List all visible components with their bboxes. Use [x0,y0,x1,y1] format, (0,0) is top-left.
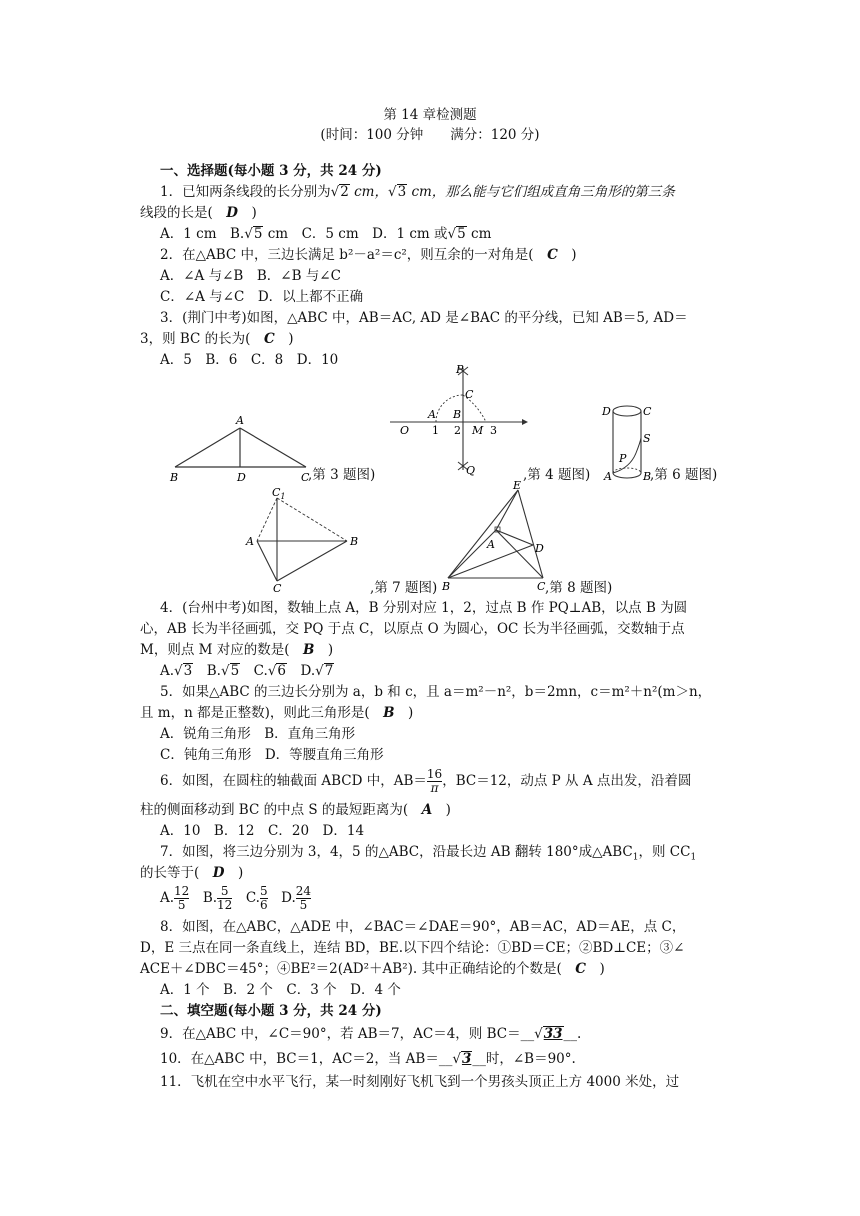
q7-frac-a-num: 12 [174,884,190,898]
q6-paren: ) [432,802,451,818]
q5-paren: ) [394,705,414,721]
figure-7 [240,484,370,594]
q7-frac-a-den: 5 [177,898,186,912]
fig6-label-a: A [604,470,612,483]
fig3-label-c: C [301,471,310,484]
fig7-label-c1-main: C [272,486,281,499]
figure-6-caption: ,第 6 题图) [650,467,718,483]
q7-frac-a [174,885,189,912]
figure-8-caption: ,第 8 题图) [545,580,613,596]
fig7-label-c1 [272,486,286,501]
q1-text-a: 1．已知两条线段的长分别为 [160,184,331,200]
fig4-tick-2: 2 [454,424,461,437]
fig8-label-a: A [487,538,495,551]
q1-paren: ) [238,205,257,221]
fig6-label-b: B [643,470,652,483]
fig7-label-b: B [350,535,359,548]
q7-frac-b [217,885,232,912]
q7-frac-d [296,885,311,912]
fig3-label-d: D [237,471,246,484]
q6-text-a: 6．如图，在圆柱的轴截面 ABCD 中，AB＝ [160,773,427,789]
q1-root-4: 5 [457,226,466,242]
q7-text-a: 7．如图，将三边分别为 3，4，5 的△ABC，沿最长边 AB 翻转 180°成△ABC [160,844,633,860]
q4-opt-c: C. [240,663,268,679]
q4-options: A.√3 B.√5 C.√6 D.√7 [160,663,334,679]
figure-7-caption: ,第 7 题图) [370,580,438,596]
q1-root-1: 2 [340,184,349,200]
q7-answer: D [212,865,225,881]
q5-line2 [140,704,413,722]
fig6-label-c: C [643,405,652,418]
fig4-label-m: M [472,424,484,437]
fig8-label-e: E [513,479,522,492]
q8-options: A．1 个 B．2 个 C．3 个 D．4 个 [160,982,401,998]
q4-line3 [140,641,333,659]
fig8-label-b: B [442,580,451,593]
fig6-label-p: P [619,452,627,465]
fig3-label-a: A [236,414,244,427]
fig7-label-a: A [246,535,254,548]
q7-stem-end: 的长等于( [140,865,213,881]
q4-paren: ) [314,642,334,658]
q6-fraction [427,768,442,795]
q7-opt-d: D. [267,890,296,906]
q5-options-2: C．钝角三角形 D．等腰直角三角形 [160,747,384,763]
q9-text-a: 9．在△ABC 中，∠C＝90°，若 AB＝7，AC＝4，则 BC＝__ [160,1026,535,1042]
figure-4-caption: ,第 4 题图) [523,467,591,483]
fig3-label-b: B [170,471,179,484]
q1-options: A．1 cm B.√5 cm C．5 cm D．1 cm 或√5 cm [160,226,492,242]
q3-line2 [140,330,293,348]
q1-stem-end: 线段的长是( [140,205,227,221]
fig7-label-c: C [273,582,282,595]
q7-opt-b: B. [189,890,218,906]
figure-8 [440,479,550,594]
q3-answer: C [263,331,275,347]
q7-frac-c-num: 5 [259,884,268,898]
q6-stem-end: 柱的侧面移动到 BC 的中点 S 的最短距离为( [140,802,422,818]
q7-text-b: ，则 CC [638,844,691,860]
q4-root-c: 6 [277,663,287,679]
fig8-label-d: D [535,542,544,555]
fig6-label-s: S [643,432,651,445]
q2-answer: C [547,247,558,263]
q4-opt-d: D. [287,663,316,679]
q8-line1: 8．如图，在△ABC，△ADE 中，∠BAC＝∠DAE＝90°，AB＝AC，AD＝AE，点 C， [160,919,686,935]
fig4-label-p: P [456,363,464,376]
exam-meta: (时间：100 分钟 满分：120 分) [320,127,540,143]
q6-line2 [140,801,451,819]
q4-opt-b: B. [193,663,221,679]
q1-opts-a: A．1 cm B. [160,226,245,242]
q3-paren: ) [274,331,294,347]
fig4-label-b: B [453,408,462,421]
figure-3-caption: ,第 3 题图) [308,467,376,483]
q7-frac-c [260,885,268,912]
q3-stem-end: 3，则 BC 的长为( [140,331,264,347]
q7-sub-2: 1 [690,852,697,863]
fig4-tick-3: 3 [490,424,497,437]
q1-text-c: cm，那么能与它们组成直角三角形的第三条 [407,184,675,200]
q8-answer: C [575,961,586,977]
q7-opt-a: A. [160,890,175,906]
q7-sub-1: 1 [632,852,639,863]
q4-line2: 心，AB 长为半径画弧，交 PQ 于点 C，以原点 O 为圆心，OC 长为半径画弧，交数轴于点 [140,621,685,637]
q5-line1: 5．如果△ABC 的三边长分别为 a，b 和 c，且 a＝m²－n²，b＝2mn，c＝m²＋n²(m＞n， [160,684,712,700]
q10-text-a: 10．在△ABC 中，BC＝1，AC＝2，当 AB＝__ [160,1051,453,1067]
q8-paren: ) [585,961,605,977]
q1-root-2: 3 [397,184,407,200]
q11-line1: 11．飞机在空中水平飞行，某一时刻刚好飞机飞到一个男孩头顶正上方 4000 米处，过 [160,1074,680,1090]
q4-root-a: 3 [183,663,193,679]
q8-line2: D，E 三点在同一条直线上，连结 BD，BE.以下四个结论：①BD＝CE；②BD⊥CE；③∠ [140,940,685,956]
q6-text-b: ，BC＝12，动点 P 从 A 点出发，沿着圆 [442,773,692,789]
q5-stem-end: 且 m，n 都是正整数)，则此三角形是( [140,705,384,721]
q1-root-3: 5 [253,226,263,242]
fig4-label-a: A [428,408,436,421]
q6-line1 [160,766,691,796]
q2-options-1: A．∠A 与∠B B．∠B 与∠C [160,268,341,284]
q1-line2 [140,204,257,222]
q4-root-d: 7 [324,663,334,679]
q4-line1: 4．(台州中考)如图，数轴上点 A，B 分别对应 1，2，过点 B 作 PQ⊥AB，以点 B 为圆 [160,600,688,616]
fig4-label-c: C [465,388,474,401]
q2-paren: ) [557,247,577,263]
q6-answer: A [421,802,433,818]
figure-4 [388,362,528,478]
q9-text-b: __. [563,1026,582,1042]
q7-frac-c-den: 6 [259,898,268,912]
q6-frac-num: 16 [426,767,443,781]
q6-options: A．10 B．12 C．20 D．14 [160,823,365,839]
q2-options-2: C．∠A 与∠C D．以上都不正确 [160,289,364,305]
fig7-label-c1-sub: 1 [280,492,286,501]
q3-options: A．5 B．6 C．8 D．10 [160,352,339,368]
q2-line1 [160,246,577,264]
q3-line1: 3．(荆门中考)如图，△ABC 中，AB＝AC, AD 是∠BAC 的平分线，已知 AB＝5, AD＝ [160,310,688,326]
q4-root-b: 5 [230,663,240,679]
q10-text-b: __时，∠B＝90°. [472,1051,576,1067]
fig4-tick-1: 1 [432,424,439,437]
q8-line3 [140,960,605,978]
q7-opt-c: C. [232,890,260,906]
q8-stem-end: ACE＋∠DBC＝45°；④BE²＝2(AD²＋AB²). 其中正确结论的个数是( [140,961,576,977]
q5-answer: B [383,705,395,721]
q7-paren: ) [224,865,244,881]
fig6-label-d: D [602,405,611,418]
fig4-label-o: O [400,424,410,437]
q7-frac-b-den: 12 [217,898,233,912]
page-title: 第 14 章检测题 [383,107,477,123]
q4-opt-a: A. [160,663,175,679]
section-heading-fill: 二、填空题(每小题 3 分，共 24 分) [160,1003,382,1019]
q4-stem-end: M，则点 M 对应的数是( [140,642,303,658]
q7-frac-b-num: 5 [217,885,232,899]
q7-frac-d-den: 5 [299,898,308,912]
q9-answer: 33 [543,1026,563,1042]
q7-options [160,882,311,914]
q7-frac-d-num: 24 [295,884,312,898]
fig4-label-q: Q [466,464,476,477]
q4-answer: B [303,642,315,658]
q1-opts-c: cm [466,226,492,242]
q9-line: 9．在△ABC 中，∠C＝90°，若 AB＝7，AC＝4，则 BC＝__√33__. [160,1026,582,1042]
q5-options-1: A．锐角三角形 B．直角三角形 [160,726,356,742]
q2-stem: 2．在△ABC 中，三边长满足 b²－a²＝c²，则互余的一对角是( [160,247,548,263]
q10-answer: 3 [461,1051,472,1067]
q7-line2 [140,864,243,882]
q10-line: 10．在△ABC 中，BC＝1，AC＝2，当 AB＝__√3__时，∠B＝90°. [160,1051,576,1067]
section-heading-choice: 一、选择题(每小题 3 分，共 24 分) [160,163,382,179]
fig8-label-c: C [537,580,546,593]
q1-answer: D [226,205,238,221]
q6-frac-den: π [430,781,439,795]
q1-text-b: cm， [349,184,388,200]
q1-line1: 1．已知两条线段的长分别为√2 cm，√3 cm，那么能与它们组成直角三角形的第三条 [160,184,675,200]
q1-opts-b: cm C．5 cm D．1 cm 或 [263,226,448,242]
